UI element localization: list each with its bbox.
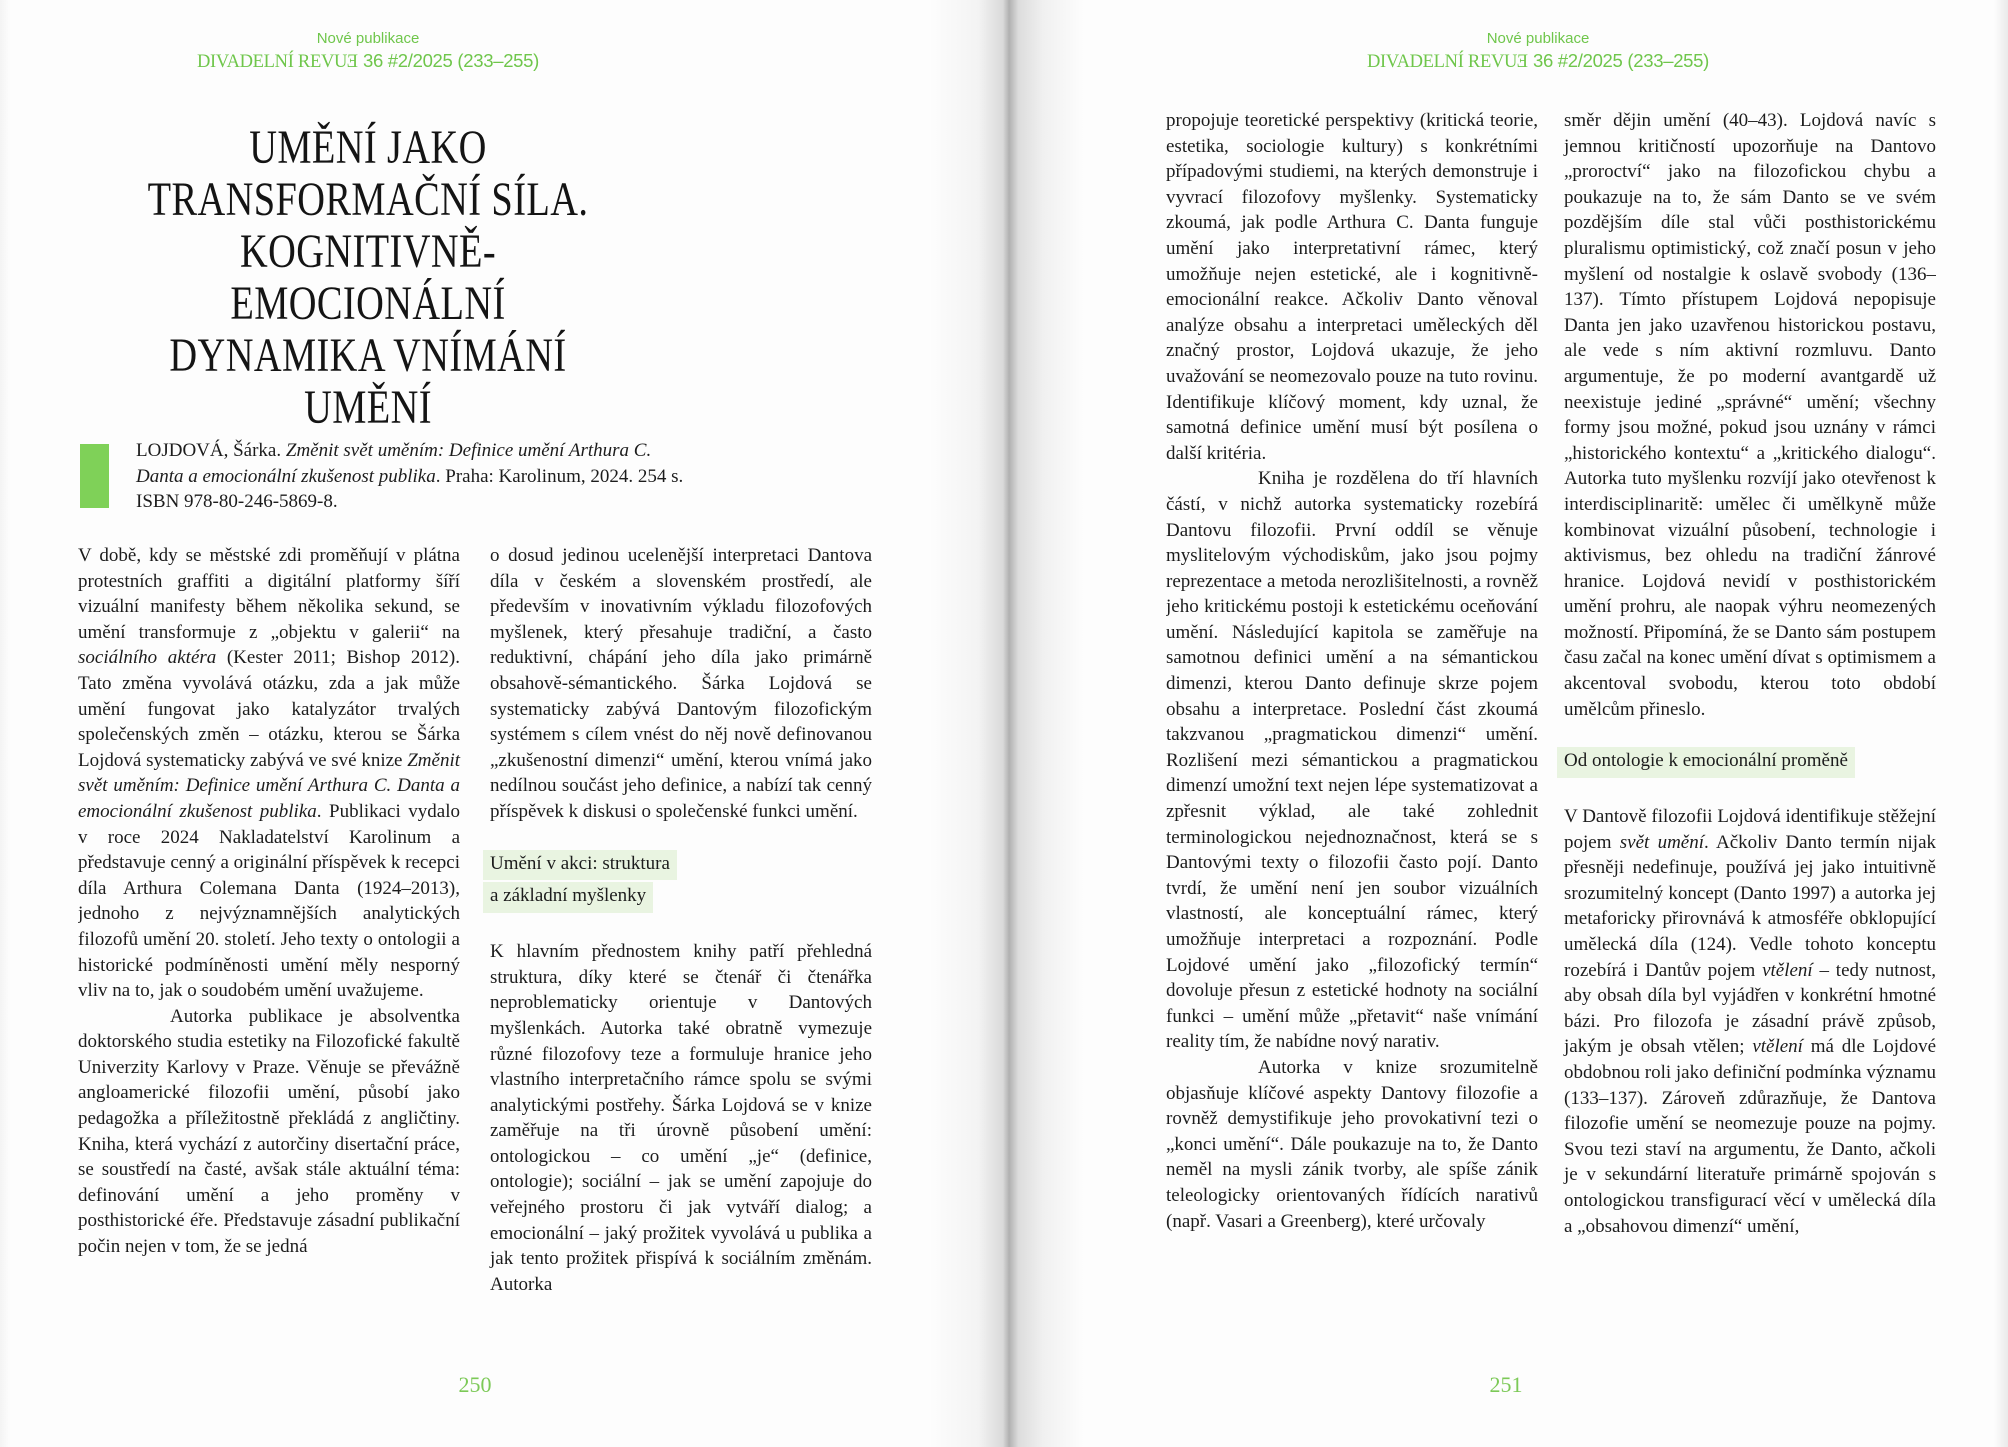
paragraph: směr dějin umění (40–43). Lojdová navíc s jemnou kritičností upozorňuje na Dantovo „proroctví“ jako na filozofickou chybu a poukazuje na to, že sám Danto se ve svém pozdějším díle stal vůči posthistorickému pluralismu optimistický, což značí posun v jeho myšlení od nostalgie k oslavě svobody (136–137). Tímto přístupem Lojdová nepopisuje Danta jen jako uzavřenou historickou postavu, ale vede s ním aktivní rozmluvu. Danto argumentuje, že po moderní avantgardě už neexistuje jediné „správné“ umění; všechny formy jsou možné, pokud jsou uznány v rámci „historického kontextu“ a „kritického dialogu“. Autorka tuto myšlenku rozvíjí jako otevřenost k interdisciplinaritě: umělec či umělkyně může kombinovat vizuální působení, technologie i aktivismus, bez ohledu na tradiční žánrové hranice. Lojdová nevidí v posthistorickém umění prohru, ale naopak výhru neomezených možností. Připomíná, že se Danto sám postupem času začal na konec umění dívat s optimismem a akcentoval svobodu, kterou toto období umělcům přineslo. (1564, 110, 1936, 720)
running-head (78, 30, 658, 74)
column-2 (490, 543, 872, 1355)
paragraph: o dosud jedinou ucelenější interpretaci Dantova díla v českém a slovenském prostředí, ale především v inovativním výkladu filozofových myšlenek, který přesahuje tradiční, a často reduktivní, chápání jeho díla jako primárně obsahově-sémantického. Šárka Lojdová se systematicky zabývá Dantovým filozofickým systémem s cílem vnést do něj nově definovanou „zkušenostní dimenzi“ umění, kterou vnímá jako nedílnou součást jeho definice, a nabízí tak cenný příspěvek k diskusi o společenské funkci umění. (490, 545, 872, 822)
citation-green-block (80, 444, 109, 508)
running-head-section: Nové publikace (316, 30, 420, 47)
journal-name: DIVADELNÍ REVU (1366, 51, 1518, 72)
journal-name: DIVADELNÍ REVU (196, 51, 348, 72)
column-2 (1564, 108, 1936, 1360)
paragraph: Autorka v knize srozumitelně objasňuje klíčové aspekty Dantovy filozofie a rovněž demystifikuje jeho provokativní tezi o „konci umění“. Dále poukazuje na to, že Danto neměl na mysli zánik tvorby, ale spíše zánik teleologicky orientovaných řídících narativů (např. Vasari a Greenberg), které určovaly (1166, 1056, 1538, 1232)
paragraph: propojuje teoretické perspektivy (kritická teorie, estetika, sociologie kultury) s konkrétními případovými studiemi, na kterých demonstruje i vyvrací filozofovy myšlenky. Systematicky zkoumá, jak podle Arthura C. Danta funguje umění jako interpretativní rámec, který umožňuje nejen estetické, ale i kognitivně-emocionální reakce. Ačkoliv Danto věnoval analýze obsahu a interpretaci uměleckých děl značný prostor, Lojdová ukazuje, že jeho uvažování se neomezovalo pouze na tuto rovinu. Identifikuje klíčový moment, kdy uznal, že samotná definice umění musí být posílena o další kritéria. (1166, 110, 1538, 464)
page-number: 250 (458, 1372, 492, 1397)
article-title: UMĚNÍ JAKO TRANSFORMAČNÍ SÍLA. KOGNITIVNĚ-EMOCIONÁLNÍ DYNAMIKA VNÍMÁNÍ UMĚNÍ (147, 121, 589, 434)
section-heading: Umění v akci: struktura a základní myšlenky (490, 850, 872, 916)
journal-name-reversed-e: E (347, 51, 359, 72)
text-columns (1166, 108, 1936, 1360)
running-head-section: Nové publikace (1486, 30, 1590, 47)
paragraph: Kniha je rozdělena do tří hlavních částí, v nichž autorka systematicky rozebírá Dantovu filozofii. První oddíl se věnuje myslitelovým východiskům, jako jsou pojmy reprezentace a metoda nerozlišitelnosti, a rovněž jeho kritickému postoji k estetickému oceňování umění. Následující kapitola se zaměřuje na samotnou definici umění a na sémantickou dimenzi, kterou Danto definuje skrze pojem obsahu a interpretace. Poslední část zkoumá takzvanou „pragmatickou dimenzi“ umění. Rozlišení mezi sémantickou a pragmatickou dimenzí umožní text nejen lépe systematizovat a zpřesnit výklad, ale také zohlednit terminologickou nejednoznačnost, která se s Dantovými texty o filozofii často pojí. Danto tvrdí, že umění není jen soubor vizuálních vlastností, ale konceptuální rámec, který umožňuje interpretaci a rozpoznání. Podle Lojdové umění jako „filozofický termín“ dovoluje přesun z estetické hodnoty na sociální funkci – umění může „přetavit“ naše vnímání reality tím, že nabídne nový narativ. (1166, 468, 1538, 1053)
paragraph: K hlavním přednostem knihy patří přehledná struktura, díky které se čtenář či čtenářka neproblematicky orientuje v Dantových myšlenkách. Autorka také obratně vymezuje různé filozofovy teze a formuluje hranice jeho vlastního interpretačního rámce spolu se svými analytickými postřehy. Šárka Lojdová se v knize zaměřuje na tři úrovně působení umění: ontologickou – co umění „je“ (definice, ontologie); sociální – jak se umění zapojuje do veřejného prostoru či jak vytváří dialog; a emocionální – jaký prožitek vyvolává u publika a jak tento prožitek přispívá k sociálním změnám. Autorka (490, 941, 872, 1295)
journal-issue: 36 #2/2025 (233–255) (358, 49, 540, 71)
journal-issue: 36 #2/2025 (233–255) (1528, 49, 1710, 71)
column-1 (78, 543, 460, 1355)
text-columns (78, 543, 872, 1355)
paragraph: V Dantově filozofii Lojdová identifikuje stěžejní pojem svět umění. Ačkoliv Danto termín nijak přesněji nedefinuje, používá jej jako intuitivně srozumitelný koncept (Danto 1997) a autorka jej metaforicky přirovnává k atmosféře obklopující umělecká díla (124). Vedle tohoto konceptu rozebírá i Dantův pojem vtělení – tedy nutnost, aby obsah díla byl vyjádřen v konkrétní hmotné bázi. Pro filozofa je zásadní právě způsob, jakým je obsah vtělen; vtělení má dle Lojdové obdobnou roli jako definiční podmínka významu (133–137). Zároveň zdůrazňuje, že Dantova filozofie umění se neomezuje pouze na pojmy. Svou tezi staví na argumentu, že Danto, ačkoli je v sekundární literatuře primárně spojován s ontologickou transfigurací věcí v umělecká díla a „obsahovou dimenzí“ umění, (1564, 806, 1936, 1237)
page-right (1004, 0, 2008, 1447)
paragraph: V době, kdy se městské zdi proměňují v plátna protestních graffiti a digitální platformy šíří vizuální manifesty během několika sekund, se umění transformuje z „objektu v galerii“ na sociálního aktéra (Kester 2011; Bishop 2012). Tato změna vyvolává otázku, zda a jak může umění fungovat jako katalyzátor trvalých společenských změn – otázku, kterou se Šárka Lojdová systematicky zabývá ve své knize Změnit svět uměním: Definice umění Arthura C. Danta a emocionální zkušenost publika. Publikaci vydalo v roce 2024 Nakladatelství Karolinum a představuje cenný a originální příspěvek k recepci díla Arthura Colemana Danta (1924–2013), jednoho z nejvýznamnějších analytických filozofů umění 20. století. Jeho texty o ontologii a historické podmíněnosti umění měly nesporný vliv na to, jak o soudobém umění uvažujeme. (78, 545, 461, 1002)
paragraph: Autorka publikace je absolventka doktorského studia estetiky na Filozofické fakultě Univerzity Karlovy v Praze. Věnuje se převážně angloamerické filozofii umění, působí jako pedagožka a příležitostně překládá z angličtiny. Kniha, která vychází z autorčiny disertační práce, se soustředí na časté, avšak stále aktuální téma: definování umění a jeho proměny v posthistorické éře. Představuje zásadní publikační počin nejen v tom, že se jedná (78, 1005, 460, 1258)
book-citation: LOJDOVÁ, Šárka. Změnit svět uměním: Definice umění Arthura C. Danta a emocionální zkušenost publika. Praha: Karolinum, 2024. 254 s. ISBN 978-80-246-5869-8. (136, 440, 684, 512)
running-head (1166, 30, 1910, 74)
running-head-journal (78, 49, 658, 74)
running-head-journal (1166, 49, 1910, 74)
journal-name-reversed-e: E (1517, 51, 1529, 72)
page-number: 251 (1489, 1372, 1523, 1397)
column-1 (1166, 108, 1538, 1360)
section-heading: Od ontologie k emocionální proměně (1564, 747, 1936, 780)
